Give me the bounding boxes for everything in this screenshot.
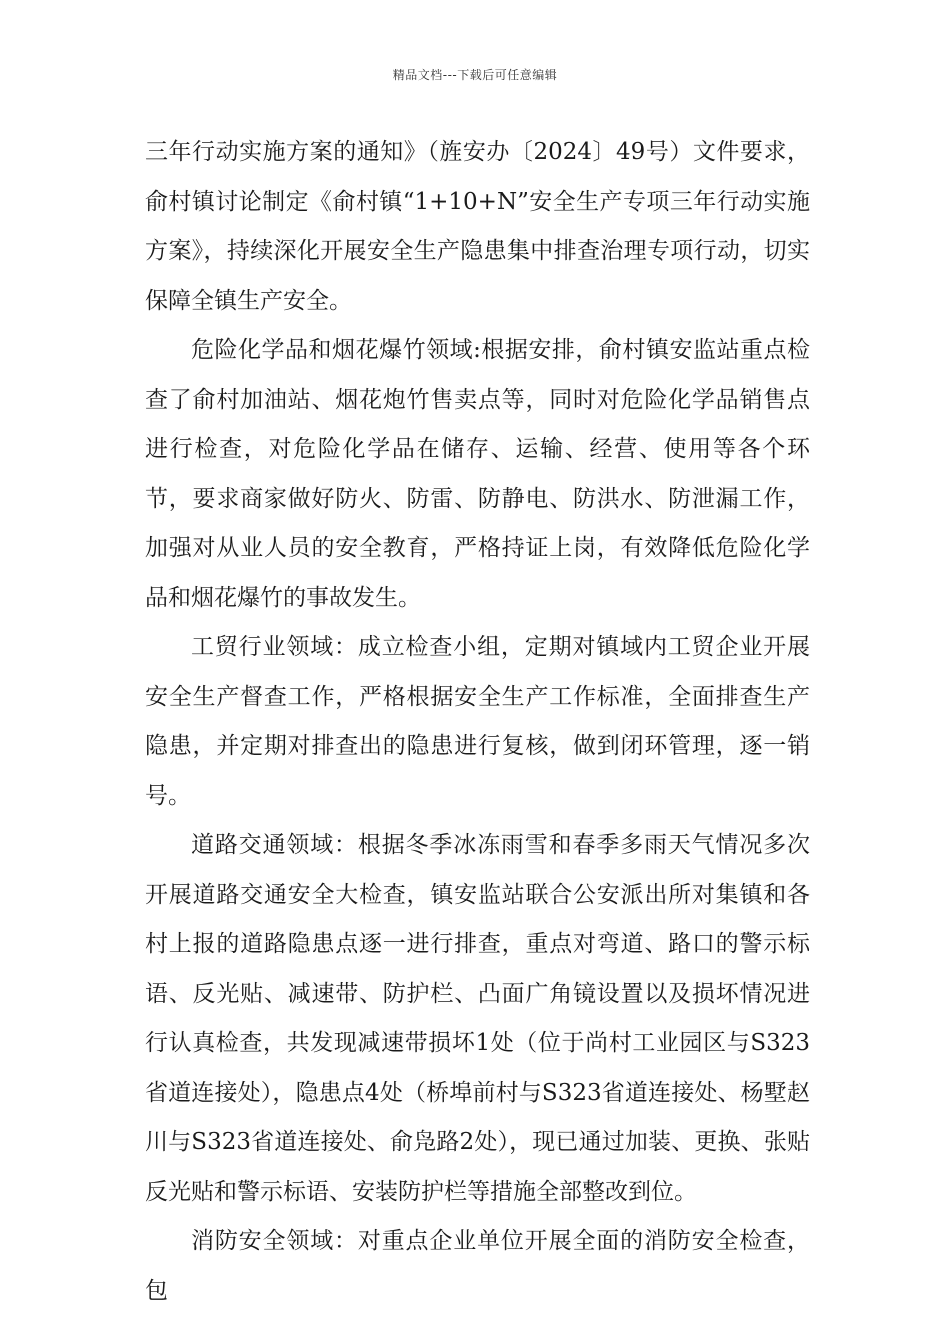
- document-body: [145, 128, 810, 1316]
- page-header: 精品文档---下载后可任意编辑: [392, 68, 558, 82]
- paragraph-road-traffic: 道路交通领域：根据冬季冰冻雨雪和春季多雨天气情况多次开展道路交通安全大检查，镇安监站联合公安派出所对集镇和各村上报的道路隐患点逐一进行排查，重点对弯道、路口的警示标语、反光贴、减速带、防护栏、凸面广角镜设置以及损坏情况进行认真检查，共发现减速带损坏1处（位于尚村工业园区与S323省道连接处），隐患点4处（桥埠前村与S323省道连接处、杨墅赵川与S323省道连接处、俞凫路2处），现已通过加装、更换、张贴反光贴和警示标语、安装防护栏等措施全部整改到位。: [145, 832, 810, 1205]
- paragraph-industry-trade: 工贸行业领域：成立检查小组，定期对镇域内工贸企业开展安全生产督查工作，严格根据安全生产工作标准，全面排查生产隐患，并定期对排查出的隐患进行复核，做到闭环管理，逐一销号。: [145, 634, 810, 809]
- paragraph-intro: 三年行动实施方案的通知》（旌安办〔2024〕49号）文件要求，俞村镇讨论制定《俞村镇“1+10+N”安全生产专项三年行动实施方案》，持续深化开展安全生产隐患集中排查治理专项行动，切实保障全镇生产安全。: [145, 139, 810, 314]
- paragraph-hazardous-chemicals: 危险化学品和烟花爆竹领域:根据安排，俞村镇安监站重点检查了俞村加油站、烟花炮竹售卖点等，同时对危险化学品销售点进行检查，对危险化学品在储存、运输、经营、使用等各个环节，要求商家做好防火、防雷、防静电、防洪水、防泄漏工作，加强对从业人员的安全教育，严格持证上岗，有效降低危险化学品和烟花爆竹的事故发生。: [145, 337, 810, 611]
- paragraph-fire-safety: 消防安全领域：对重点企业单位开展全面的消防安全检查，包: [145, 1228, 810, 1304]
